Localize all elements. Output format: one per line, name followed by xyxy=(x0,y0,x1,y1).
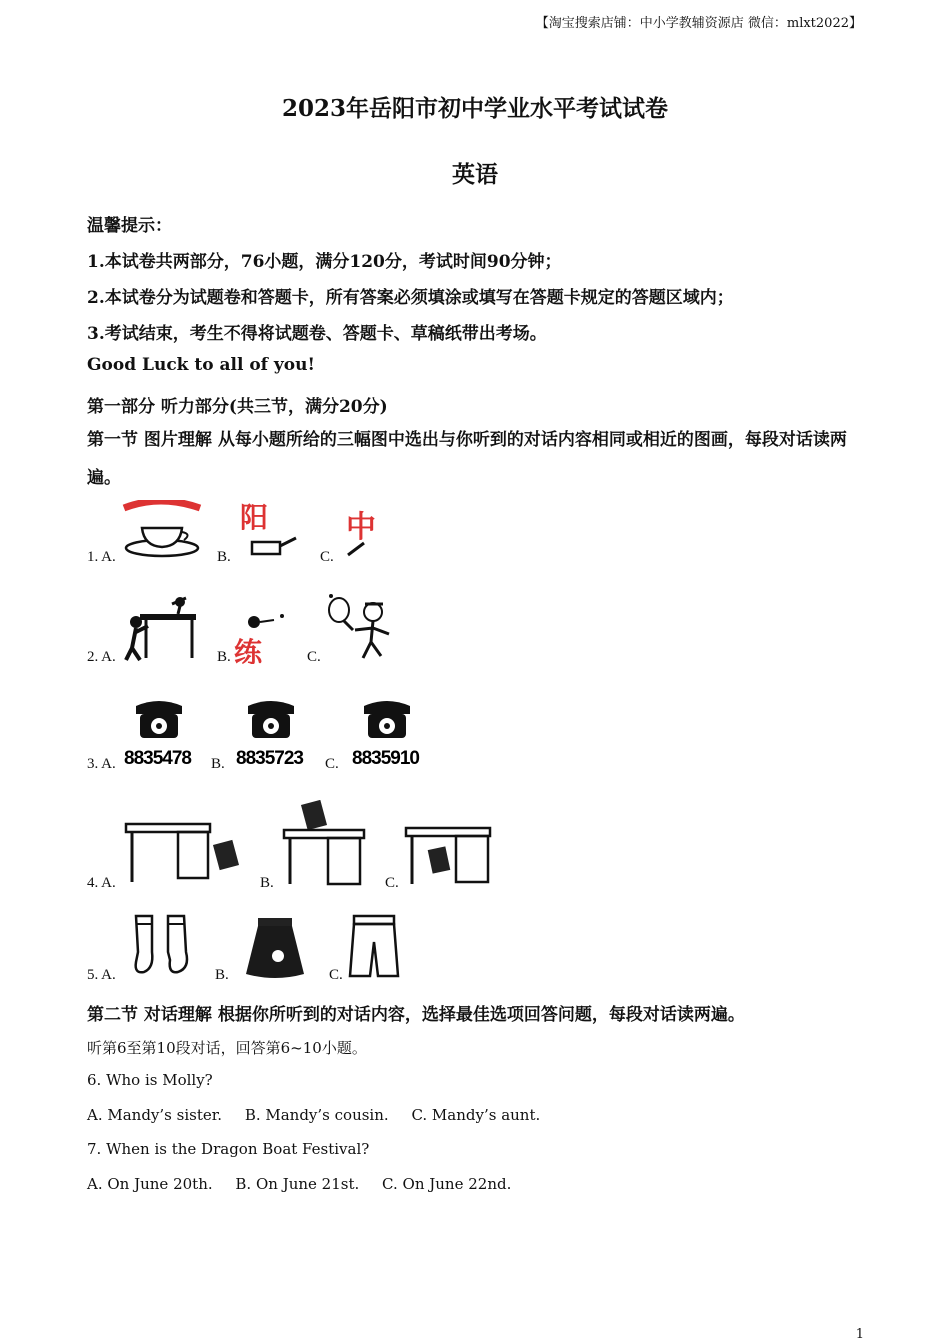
telephone-icon-b xyxy=(234,698,309,770)
section2-instruction: 听第6至第10段对话，回答第6~10小题。 xyxy=(87,1039,367,1057)
q7-option-b: B. On June 21st. xyxy=(235,1175,360,1193)
tip-3: 3.考试结束，考生不得将试题卷、答题卡、草稿纸带出考场。 xyxy=(87,324,547,344)
q2-label-c: C. xyxy=(307,649,321,665)
q4-label-b: B. xyxy=(260,875,274,891)
subject-title: 英语 xyxy=(452,161,498,188)
section1-heading: 第一节 图片理解 从每小题所给的三幅图中选出与你听到的对话内容相同或相近的图画，每段对话读两遍。 xyxy=(87,430,847,488)
section2-heading: 第二节 对话理解 根据你所听到的对话内容，选择最佳选项回答问题，每段对话读两遍。 xyxy=(87,1005,745,1025)
greeting: Good Luck to all of you! xyxy=(87,355,315,375)
q1-label-b: B. xyxy=(217,549,231,565)
phone-number-b: 8835723 xyxy=(236,748,303,769)
tennis-player-icon xyxy=(325,590,400,664)
phone-number-a: 8835478 xyxy=(124,748,191,769)
q1-label-c: C. xyxy=(320,549,334,565)
q7-stem: 7. When is the Dragon Boat Festival? xyxy=(87,1140,370,1158)
cup-and-saucer-icon xyxy=(120,500,205,562)
q5-label-c: C. xyxy=(329,967,343,983)
desk-book-under-icon xyxy=(404,826,494,888)
q3-label-c: C. xyxy=(325,756,339,772)
q7-option-a: A. On June 20th. xyxy=(87,1175,213,1193)
q5-label-a: 5. A. xyxy=(87,967,116,983)
q5-label-b: B. xyxy=(215,967,229,983)
telephone-icon-a xyxy=(122,698,197,770)
q1-label-a: 1. A. xyxy=(87,549,116,565)
socks-icon xyxy=(130,912,196,978)
desk-book-beside-icon xyxy=(124,822,242,886)
header-note: 【淘宝搜索店铺：中小学教辅资源店 微信：mlxt2022】 xyxy=(535,16,862,31)
tips-heading: 温馨提示： xyxy=(87,216,172,236)
desk-book-on-icon xyxy=(282,800,368,888)
q6-stem: 6. Who is Molly? xyxy=(87,1071,213,1089)
svg-text:中: 中 xyxy=(346,510,376,545)
q7-option-c: C. On June 22nd. xyxy=(382,1175,512,1193)
q6-option-c: C. Mandy’s aunt. xyxy=(411,1106,541,1124)
ping-pong-paddle-icon xyxy=(234,604,294,664)
svg-text:阳: 阳 xyxy=(240,501,269,534)
svg-text:练: 练 xyxy=(234,636,263,664)
frying-pan-icon xyxy=(236,500,301,562)
telephone-icon-c xyxy=(350,698,425,770)
tip-1: 1.本试卷共两部分，76小题，满分120分，考试时间90分钟； xyxy=(87,252,562,272)
part1-heading: 第一部分 听力部分(共三节，满分20分) xyxy=(87,397,388,417)
phone-number-c: 8835910 xyxy=(352,748,419,769)
q2-label-a: 2. A. xyxy=(87,649,116,665)
q4-label-c: C. xyxy=(385,875,399,891)
shorts-icon xyxy=(348,914,402,982)
tip-2: 2.本试卷分为试题卷和答题卡，所有答案必须填涂或填写在答题卡规定的答题区域内； xyxy=(87,288,734,308)
exam-title: 2023年岳阳市初中学业水平考试试卷 xyxy=(281,95,668,122)
table-tennis-icon xyxy=(122,592,200,664)
q7-options xyxy=(87,1175,511,1193)
skirt-icon xyxy=(244,916,306,982)
q3-label-a: 3. A. xyxy=(87,756,116,772)
q3-label-b: B. xyxy=(211,756,225,772)
q6-option-a: A. Mandy’s sister. xyxy=(87,1106,223,1124)
q6-option-b: B. Mandy’s cousin. xyxy=(244,1106,389,1124)
q2-label-b: B. xyxy=(217,649,231,665)
wok-icon xyxy=(338,505,403,565)
page-number: 1 xyxy=(855,1327,864,1342)
q4-label-a: 4. A. xyxy=(87,875,116,891)
q6-options xyxy=(87,1106,540,1124)
